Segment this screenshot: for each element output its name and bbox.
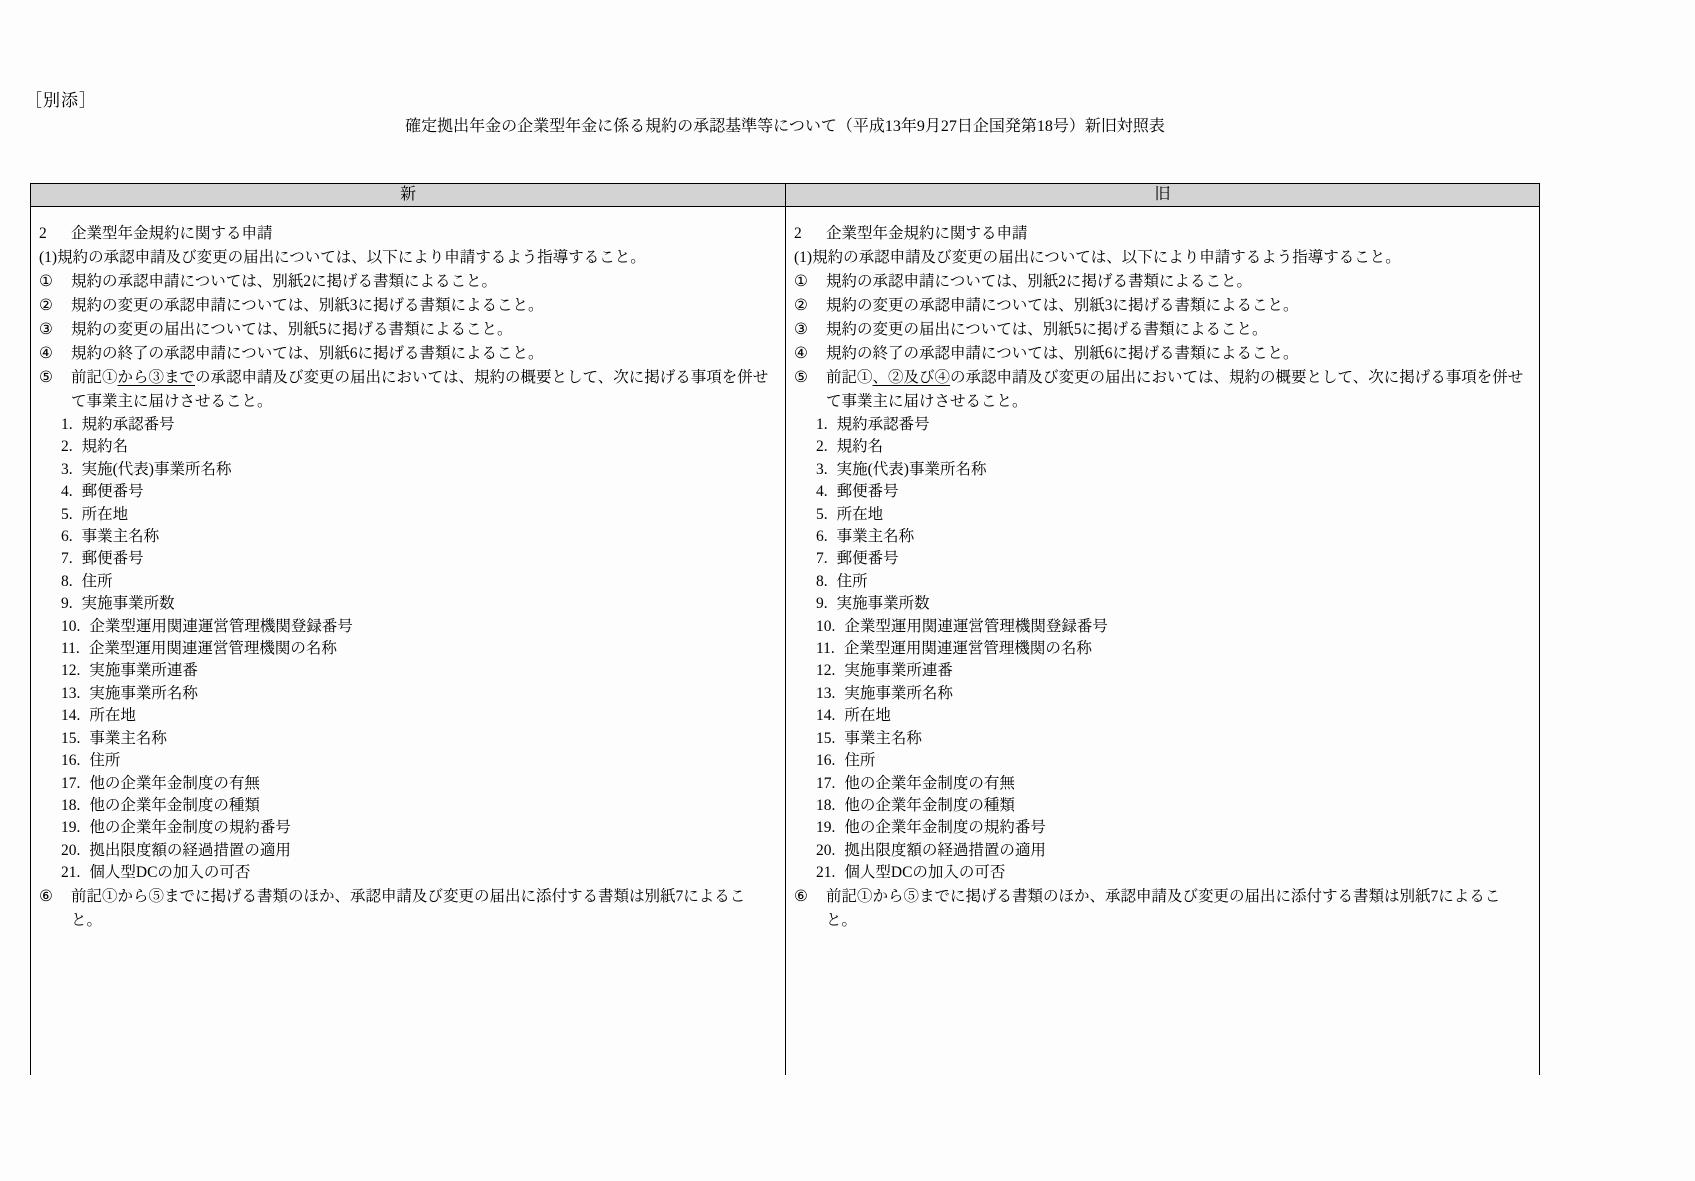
sub-item <box>61 840 775 862</box>
sub-item-label: 他の企業年金制度の規約番号 <box>844 819 1046 837</box>
item-6 <box>794 885 1529 933</box>
sub-item-number: 9. <box>816 595 828 613</box>
sub-item <box>816 481 1529 503</box>
sub-item-label: 他の企業年金制度の規約番号 <box>89 819 291 837</box>
item-marker: ① <box>794 273 808 290</box>
sub-item <box>816 504 1529 526</box>
sub-item-label: 住所 <box>81 572 113 590</box>
sub-item-number: 5. <box>61 505 73 523</box>
column-old-content <box>785 207 1539 1075</box>
document-title: 確定拠出年金の企業型年金に係る規約の承認基準等について（平成13年9月27日企国発第18号）新旧対照表 <box>405 118 1165 135</box>
sub-item-label: 拠出限度額の経過措置の適用 <box>89 841 291 859</box>
item-text: 前記①から⑤までに掲げる書類のほか、承認申請及び変更の届出に添付する書類は別紙7によること。 <box>71 887 746 929</box>
sub-item-label: 事業主名称 <box>836 528 915 546</box>
sub-item-label: 郵便番号 <box>836 550 899 568</box>
item-marker: ⑥ <box>794 887 808 905</box>
sub-item <box>61 705 775 727</box>
sub-item-label: 個人型DCの加入の可否 <box>89 864 251 882</box>
item-text: 規約の終了の承認申請については、別紙6に掲げる書類によること。 <box>826 345 1299 362</box>
sub-item-number: 6. <box>61 528 73 546</box>
item-text <box>826 366 1529 414</box>
sub-item <box>816 840 1529 862</box>
item-text: 規約の変更の承認申請については、別紙3に掲げる書類によること。 <box>826 297 1299 314</box>
sub-item-number: 4. <box>816 483 828 501</box>
sub-item-label: 事業主名称 <box>81 528 160 546</box>
sub-item-number: 3. <box>816 460 828 478</box>
sub-item <box>61 773 775 795</box>
sub-item-number: 17. <box>816 774 836 792</box>
section-heading <box>39 222 775 246</box>
comparison-table <box>30 183 1540 1075</box>
item-5 <box>794 366 1529 414</box>
item-1 <box>39 270 775 294</box>
item-marker: ⑥ <box>39 887 53 905</box>
item-marker: ② <box>794 297 808 314</box>
item-marker: ② <box>39 297 53 314</box>
sub-item-label: 規約名 <box>81 438 129 456</box>
table-body-row <box>30 207 1540 1075</box>
sub-item <box>61 638 775 660</box>
item-text: 規約の変更の届出については、別紙5に掲げる書類によること。 <box>71 321 513 338</box>
sub-item-number: 7. <box>61 550 73 568</box>
sub-item-number: 8. <box>816 572 828 590</box>
sub-item-number: 19. <box>61 819 81 837</box>
attachment-label: ［別添］ <box>25 91 97 110</box>
sub-item-label: 企業型運用関連運営管理機関の名称 <box>88 640 337 658</box>
sub-item-number: 17. <box>61 774 81 792</box>
sub-item-number: 16. <box>61 752 81 770</box>
sub-item <box>816 817 1529 839</box>
sub-item-label: 他の企業年金制度の有無 <box>89 774 260 792</box>
sub-item-number: 10. <box>816 617 836 635</box>
sub-item-label: 住所 <box>844 752 876 770</box>
item-3 <box>794 318 1529 342</box>
table-header-old: 旧 <box>785 184 1539 206</box>
sub-item <box>816 862 1529 884</box>
sub-item <box>816 616 1529 638</box>
item-marker: ④ <box>794 345 808 362</box>
item-text-pre: 前記① <box>71 369 118 386</box>
sub-item-label: 他の企業年金制度の有無 <box>844 774 1015 792</box>
sub-item-label: 郵便番号 <box>836 483 899 501</box>
sub-item <box>816 728 1529 750</box>
sub-item <box>816 638 1529 660</box>
sub-item <box>61 414 775 436</box>
item-text-post: の承認申請及び変更の届出においては、規約の概要として、次に掲げる事項を併せて事業主に届けさせること。 <box>71 369 769 410</box>
sub-item <box>816 705 1529 727</box>
sub-item-number: 13. <box>61 684 81 702</box>
sub-item-number: 1. <box>816 416 828 433</box>
item-text <box>71 366 775 414</box>
sub-item <box>61 593 775 615</box>
sub-item <box>61 750 775 772</box>
sub-item-number: 21. <box>61 864 81 882</box>
sub-item-label: 実施事業所連番 <box>89 662 198 680</box>
sub-item-number: 9. <box>61 595 73 613</box>
intro-line: (1)規約の承認申請及び変更の届出については、以下により申請するよう指導すること。 <box>794 249 1401 266</box>
sub-item-list <box>61 414 775 885</box>
sub-item-number: 6. <box>816 528 828 546</box>
intro-line: (1)規約の承認申請及び変更の届出については、以下により申請するよう指導すること。 <box>39 249 646 266</box>
item-6 <box>39 885 775 933</box>
sub-item-number: 11. <box>816 640 835 658</box>
sub-item-number: 14. <box>816 707 836 725</box>
sub-item-number: 19. <box>816 819 836 837</box>
sub-item-number: 14. <box>61 707 81 725</box>
sub-item <box>61 459 775 481</box>
table-header-new: 新 <box>399 186 416 203</box>
item-text: 規約の変更の届出については、別紙5に掲げる書類によること。 <box>826 321 1268 338</box>
sub-item-number: 3. <box>61 460 73 478</box>
sub-item-label: 事業主名称 <box>844 729 922 747</box>
item-4 <box>39 342 775 366</box>
sub-item-label: 住所 <box>89 752 121 770</box>
sub-item-label: 実施事業所数 <box>836 595 930 613</box>
sub-item-label: 所在地 <box>89 707 136 725</box>
sub-item-label: 規約承認番号 <box>836 416 930 433</box>
sub-item-number: 1. <box>61 416 73 433</box>
sub-item-number: 18. <box>816 796 836 814</box>
sub-item <box>816 593 1529 615</box>
sub-item-number: 2. <box>816 438 828 456</box>
sub-item-number: 12. <box>816 662 836 680</box>
sub-item <box>816 660 1529 682</box>
sub-item <box>61 571 775 593</box>
sub-item-number: 18. <box>61 796 81 814</box>
item-text: 規約の承認申請については、別紙2に掲げる書類によること。 <box>826 273 1252 290</box>
sub-item-label: 郵便番号 <box>81 483 144 501</box>
sub-item <box>816 773 1529 795</box>
sub-item-label: 企業型運用関連運営管理機関の名称 <box>843 640 1092 658</box>
sub-item <box>816 459 1529 481</box>
sub-item <box>816 683 1529 705</box>
sub-item-label: 実施事業所名称 <box>844 684 953 702</box>
sub-item-number: 16. <box>816 752 836 770</box>
item-marker: ③ <box>39 321 53 338</box>
sub-item-number: 12. <box>61 662 81 680</box>
sub-item-label: 郵便番号 <box>81 550 144 568</box>
sub-item-number: 5. <box>816 505 828 523</box>
sub-item-label: 住所 <box>836 572 868 590</box>
sub-item <box>816 795 1529 817</box>
sub-item <box>61 548 775 570</box>
sub-item-number: 20. <box>61 841 81 859</box>
sub-item-list <box>816 414 1529 885</box>
item-text-underlined: 、②及び④ <box>872 369 951 386</box>
column-new-content <box>31 207 785 1075</box>
item-2 <box>794 294 1529 318</box>
item-text: 前記①から⑤までに掲げる書類のほか、承認申請及び変更の届出に添付する書類は別紙7によること。 <box>826 887 1501 929</box>
sub-item <box>816 571 1529 593</box>
sub-item <box>61 616 775 638</box>
sub-item-label: 実施(代表)事業所名称 <box>836 460 987 478</box>
sub-item <box>61 436 775 458</box>
item-4 <box>794 342 1529 366</box>
sub-item <box>61 660 775 682</box>
section-number: 2 <box>794 225 802 242</box>
item-text: 規約の終了の承認申請については、別紙6に掲げる書類によること。 <box>71 345 544 362</box>
sub-item-number: 15. <box>816 729 836 747</box>
sub-item-number: 11. <box>61 640 80 658</box>
sub-item-label: 企業型運用関連運営管理機関登録番号 <box>844 617 1108 635</box>
sub-item-number: 4. <box>61 483 73 501</box>
section-number: 2 <box>39 225 47 242</box>
item-marker: ④ <box>39 345 53 362</box>
sub-item-number: 13. <box>816 684 836 702</box>
sub-item <box>816 548 1529 570</box>
sub-item-label: 事業主名称 <box>89 729 167 747</box>
item-text-underlined: から③まで <box>117 369 196 386</box>
sub-item-label: 規約承認番号 <box>81 416 175 433</box>
sub-item-label: 実施事業所名称 <box>89 684 198 702</box>
sub-item <box>61 862 775 884</box>
sub-item-number: 15. <box>61 729 81 747</box>
sub-item-number: 8. <box>61 572 73 590</box>
item-2 <box>39 294 775 318</box>
sub-item <box>61 817 775 839</box>
sub-item-label: 実施事業所数 <box>81 595 175 613</box>
section-title: 企業型年金規約に関する申請 <box>71 225 273 242</box>
sub-item-number: 21. <box>816 864 836 882</box>
section-title: 企業型年金規約に関する申請 <box>826 225 1028 242</box>
sub-item-label: 所在地 <box>81 505 129 523</box>
sub-item <box>816 436 1529 458</box>
table-header-row <box>30 183 1540 207</box>
sub-item-label: 拠出限度額の経過措置の適用 <box>844 841 1046 859</box>
item-1 <box>794 270 1529 294</box>
sub-item-number: 7. <box>816 550 828 568</box>
item-text: 規約の承認申請については、別紙2に掲げる書類によること。 <box>71 273 497 290</box>
item-text-post: の承認申請及び変更の届出においては、規約の概要として、次に掲げる事項を併せて事業主に届けさせること。 <box>826 369 1524 410</box>
sub-item <box>61 795 775 817</box>
sub-item <box>61 728 775 750</box>
sub-item <box>61 683 775 705</box>
item-marker: ⑤ <box>794 369 808 386</box>
item-marker: ③ <box>794 321 808 338</box>
sub-item-label: 実施事業所連番 <box>844 662 953 680</box>
sub-item-label: 企業型運用関連運営管理機関登録番号 <box>89 617 353 635</box>
sub-item-number: 10. <box>61 617 81 635</box>
sub-item <box>61 504 775 526</box>
sub-item-label: 所在地 <box>844 707 891 725</box>
item-text: 規約の変更の承認申請については、別紙3に掲げる書類によること。 <box>71 297 544 314</box>
sub-item <box>61 526 775 548</box>
sub-item-number: 2. <box>61 438 73 456</box>
sub-item-label: 規約名 <box>836 438 884 456</box>
section-heading <box>794 222 1529 246</box>
item-marker: ⑤ <box>39 369 53 386</box>
sub-item-number: 20. <box>816 841 836 859</box>
item-5 <box>39 366 775 414</box>
sub-item <box>816 526 1529 548</box>
sub-item-label: 他の企業年金制度の種類 <box>844 796 1015 814</box>
sub-item <box>816 414 1529 436</box>
item-text-pre: 前記① <box>826 369 873 386</box>
sub-item-label: 所在地 <box>836 505 884 523</box>
item-3 <box>39 318 775 342</box>
sub-item-label: 個人型DCの加入の可否 <box>844 864 1006 882</box>
sub-item-label: 実施(代表)事業所名称 <box>81 460 232 478</box>
sub-item <box>61 481 775 503</box>
sub-item <box>816 750 1529 772</box>
sub-item-label: 他の企業年金制度の種類 <box>89 796 260 814</box>
item-marker: ① <box>39 273 53 290</box>
